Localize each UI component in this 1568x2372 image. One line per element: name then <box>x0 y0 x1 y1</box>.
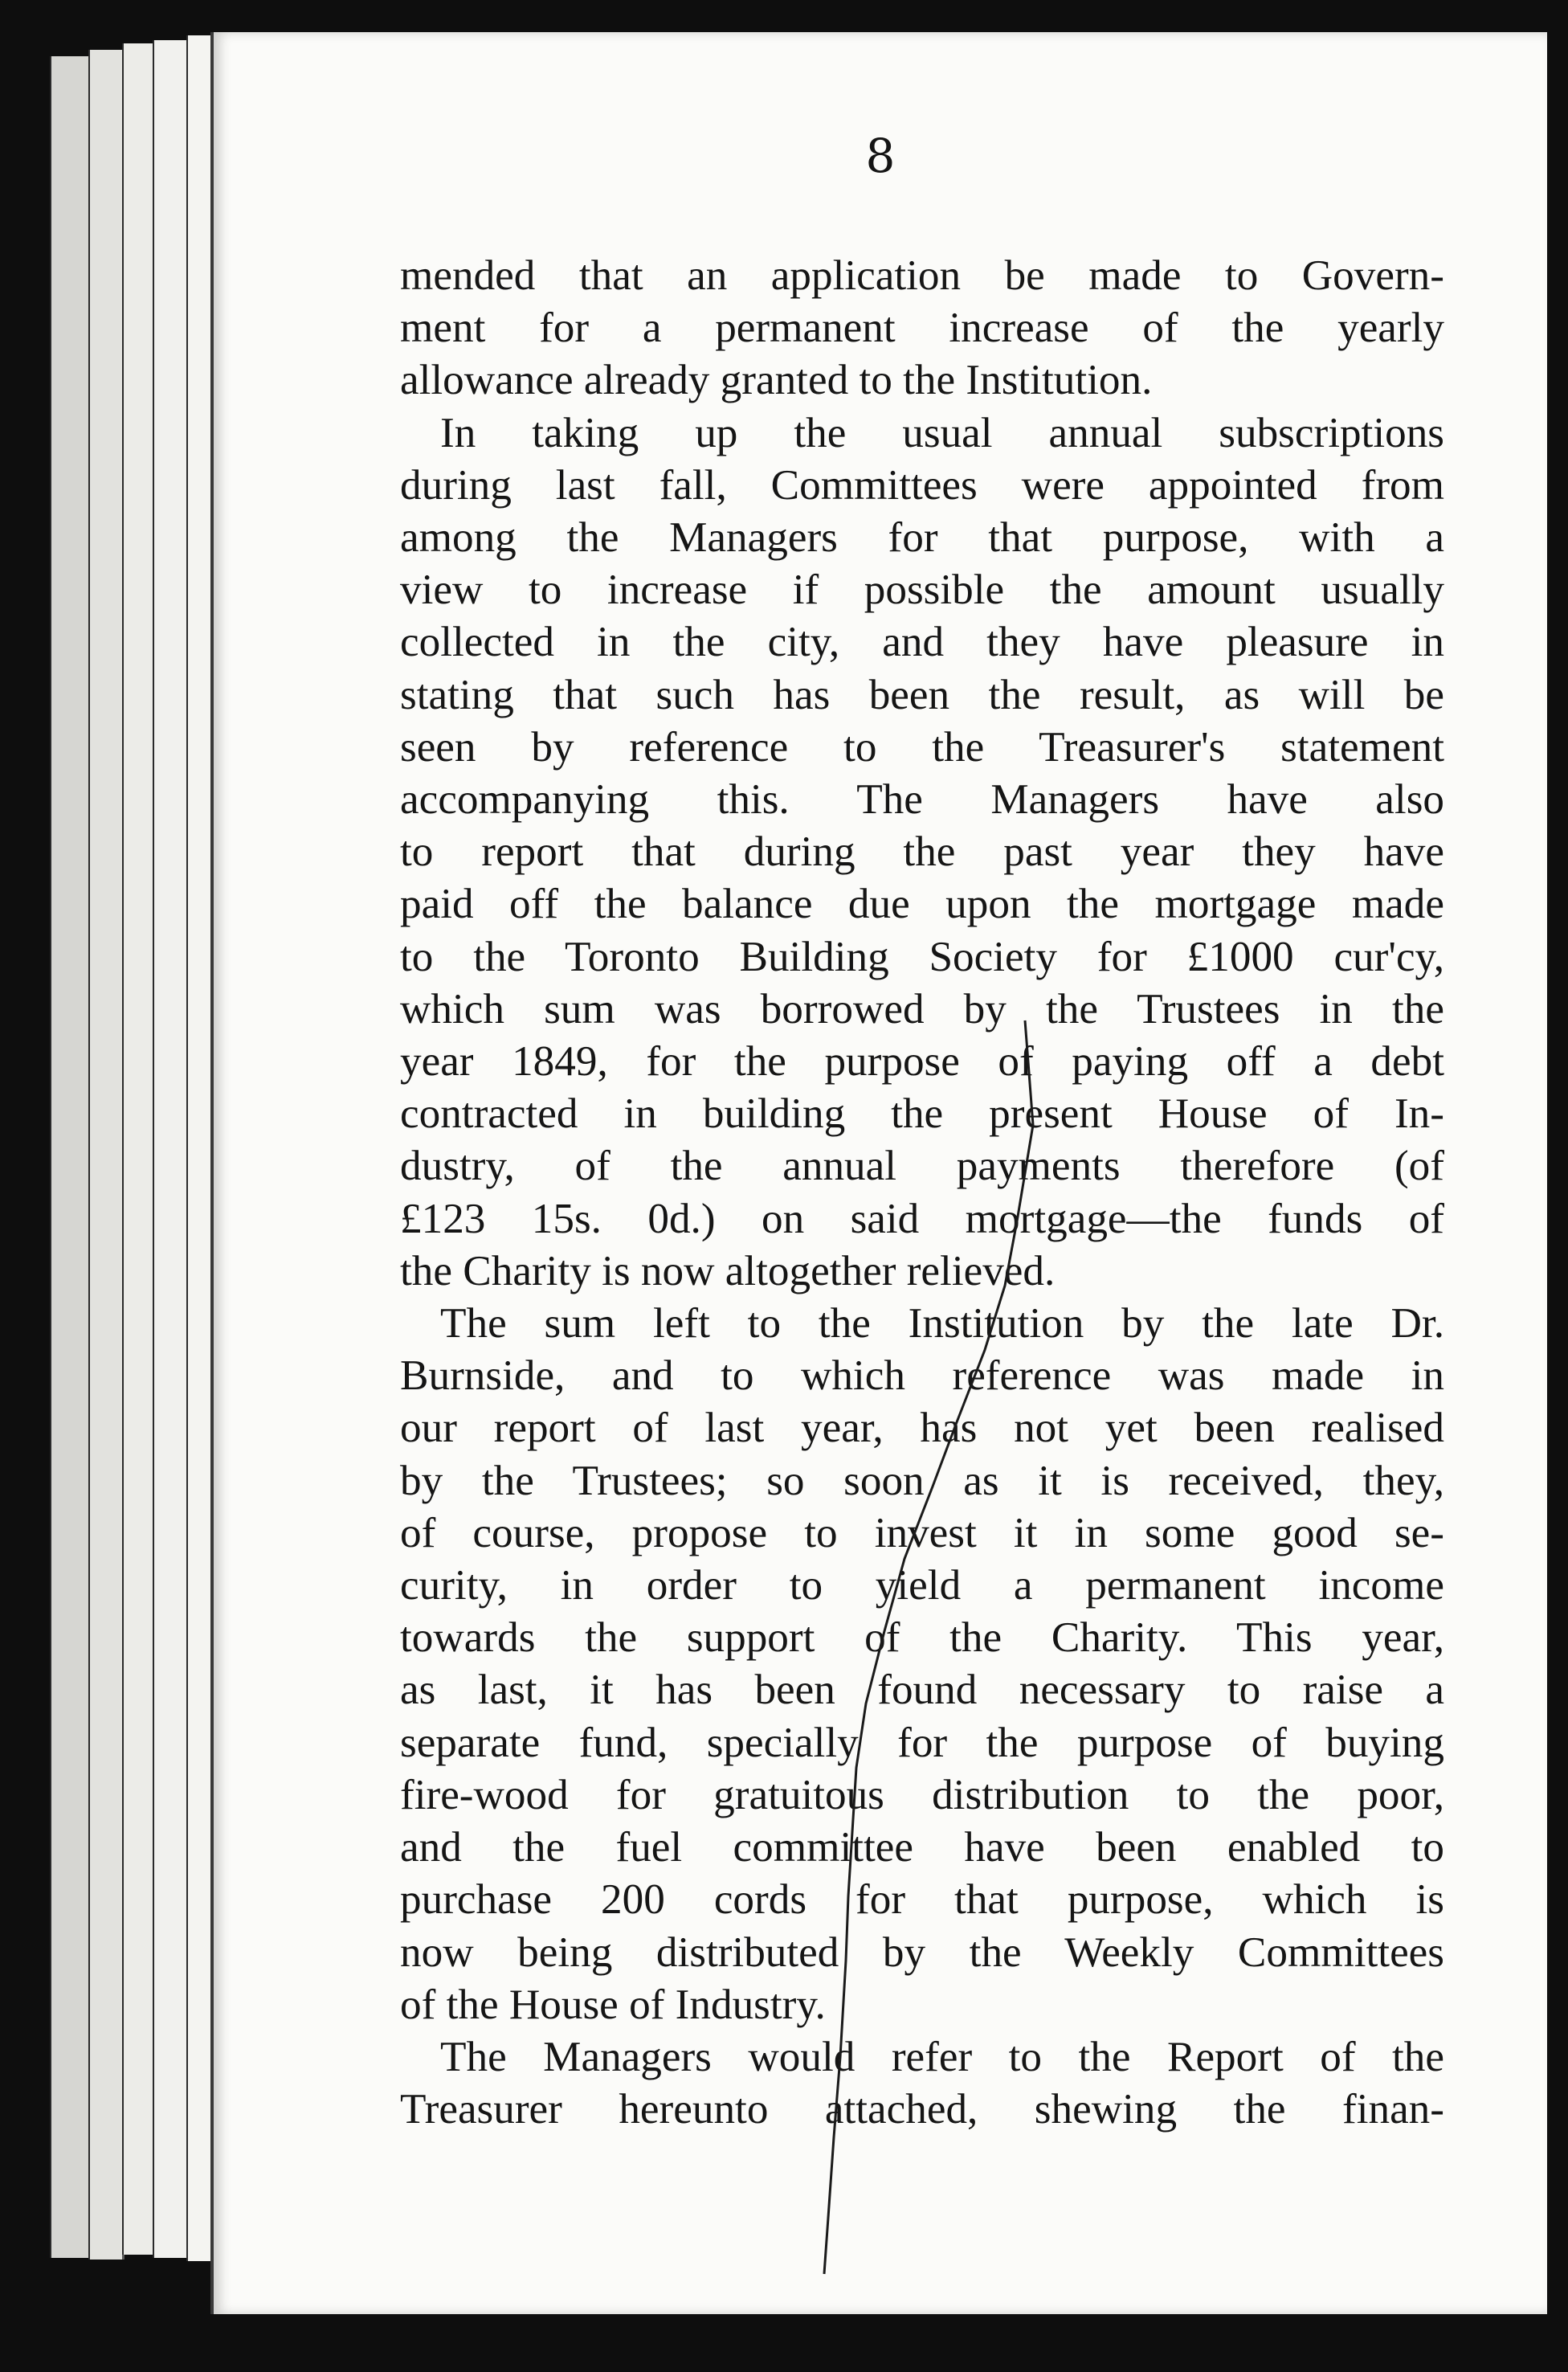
text-line: £123 15s. 0d.) on said mortgage—the funds of <box>400 1194 1444 1242</box>
paragraph <box>400 407 1444 1297</box>
text-line: Treasurer hereunto attached, shewing the finan- <box>400 2085 1444 2133</box>
text-line: by the Trustees; so soon as it is received, they, <box>400 1456 1444 1504</box>
text-line: stating that such has been the result, as will be <box>400 670 1444 718</box>
text-line: separate fund, specially for the purpose of buying <box>400 1718 1444 1766</box>
page-edge <box>50 56 91 2258</box>
page-sheet <box>210 32 1547 2314</box>
page-edge <box>153 40 189 2258</box>
text-line: In taking up the usual annual subscriptions <box>440 408 1444 456</box>
text-line: ment for a permanent increase of the yearly <box>400 304 1444 352</box>
paragraph <box>400 1297 1444 2031</box>
text-line: and the fuel committee have been enabled to <box>400 1823 1444 1871</box>
text-line: of the House of Industry. <box>400 1980 826 2028</box>
text-line: now being distributed by the Weekly Committees <box>400 1928 1444 1976</box>
paragraph <box>400 249 1444 407</box>
text-line: seen by reference to the Treasurer's statement <box>400 722 1444 771</box>
text-line: to the Toronto Building Society for £1000 cur'cy, <box>400 932 1444 980</box>
text-line: which sum was borrowed by the Trustees in the <box>400 984 1444 1033</box>
text-line: our report of last year, has not yet been realised <box>400 1404 1444 1452</box>
text-line: as last, it has been found necessary to raise a <box>400 1666 1444 1714</box>
paragraph <box>400 2031 1444 2135</box>
text-line: paid off the balance due upon the mortgage made <box>400 880 1444 928</box>
text-line: to report that during the past year they have <box>400 828 1444 876</box>
text-line: dustry, of the annual payments therefore (of <box>400 1142 1444 1190</box>
text-line: of course, propose to invest it in some good se- <box>400 1508 1444 1556</box>
body-text <box>400 249 1444 2135</box>
text-line: accompanying this. The Managers have also <box>400 775 1444 824</box>
text-line: allowance already granted to the Institution. <box>400 356 1153 404</box>
text-line: curity, in order to yield a permanent income <box>400 1561 1444 1609</box>
text-line: The Managers would refer to the Report of the <box>440 2032 1444 2080</box>
text-line: during last fall, Committees were appointed from <box>400 460 1444 509</box>
text-line: fire-wood for gratuitous distribution to the poor, <box>400 1770 1444 1818</box>
text-line: the Charity is now altogether relieved. <box>400 1246 1056 1294</box>
page-edge <box>88 50 125 2260</box>
text-line: Burnside, and to which reference was made in <box>400 1352 1444 1400</box>
page-number: 8 <box>865 129 896 183</box>
text-line: mended that an application be made to Govern- <box>400 252 1444 299</box>
text-line: collected in the city, and they have pleasure in <box>400 618 1444 666</box>
text-line: view to increase if possible the amount usually <box>400 566 1444 614</box>
page-edge <box>122 43 155 2255</box>
text-line: among the Managers for that purpose, with a <box>400 513 1444 562</box>
text-line: contracted in building the present House of In- <box>400 1090 1444 1138</box>
text-line: purchase 200 cords for that purpose, which is <box>400 1875 1444 1924</box>
text-line: The sum left to the Institution by the late Dr. <box>440 1299 1444 1348</box>
text-line: towards the support of the Charity. This year, <box>400 1613 1444 1662</box>
text-line: year 1849, for the purpose of paying off a debt <box>400 1037 1444 1086</box>
